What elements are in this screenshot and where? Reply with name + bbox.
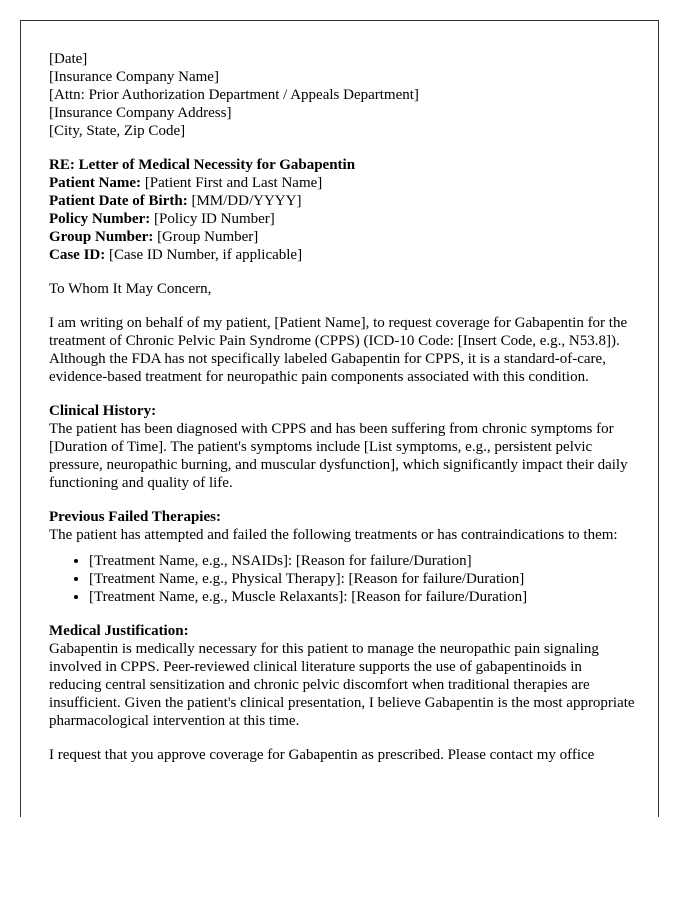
failed-therapies-heading: Previous Failed Therapies:	[49, 509, 221, 525]
field-value: [MM/DD/YYYY]	[187, 193, 302, 209]
insurer-address-line: [Insurance Company Address]	[49, 105, 232, 121]
field-label: Case ID:	[49, 247, 106, 263]
date-line: [Date]	[49, 51, 88, 67]
group-number-field	[49, 228, 637, 246]
list-item: • [Treatment Name, e.g., NSAIDs]: [Reason for failure/Duration]	[89, 552, 637, 570]
field-label: Patient Name:	[49, 175, 142, 191]
re-block	[49, 156, 637, 264]
insurer-name-line: [Insurance Company Name]	[49, 69, 219, 85]
attn-line: [Attn: Prior Authorization Department / Appeals Department]	[49, 87, 419, 103]
letter-page	[20, 20, 659, 817]
medical-justification-section	[49, 622, 637, 730]
city-state-zip-line: [City, State, Zip Code]	[49, 123, 186, 139]
field-label: Group Number:	[49, 229, 154, 245]
field-value: [Group Number]	[153, 229, 259, 245]
patient-dob-field	[49, 192, 637, 210]
clinical-history-heading: Clinical History:	[49, 403, 157, 419]
failed-therapies-list	[49, 552, 637, 606]
failed-therapies-section	[49, 508, 637, 544]
case-id-field	[49, 246, 637, 264]
list-item: • [Treatment Name, e.g., Muscle Relaxants]: [Reason for failure/Duration]	[89, 588, 637, 606]
field-label: Policy Number:	[49, 211, 151, 227]
clinical-history-section	[49, 402, 637, 492]
policy-number-field	[49, 210, 637, 228]
failed-therapies-text: The patient has attempted and failed the following treatments or has contraindications to them:	[49, 527, 618, 543]
intro-paragraph: I am writing on behalf of my patient, [Patient Name], to request coverage for Gabapentin for the treatment of Chronic Pelvic Pain Syndrome (CPPS) (ICD-10 Code: [Insert Code, e.g., N53.8]). Although the FDA has not specifically labeled Gabapentin for CPPS, it is a standard-of-care, evidence-based treatment for neuropathic pain components associated with this condition.	[49, 315, 628, 385]
clinical-history-text: The patient has been diagnosed with CPPS and has been suffering from chronic symptoms for [Duration of Time]. The patient's symptoms include [List symptoms, e.g., persistent pelvic pressure, neuropathic burning, and muscular dysfunction], which significantly impact their daily functioning and quality of life.	[49, 421, 628, 491]
medical-justification-text: Gabapentin is medically necessary for this patient to manage the neuropathic pain signaling involved in CPPS. Peer-reviewed clinical literature supports the use of gabapentinoids in reducing central sensitization and chronic pelvic discomfort when traditional therapies are insufficient. Given the patient's clinical presentation, I believe Gabapentin is the most appropriate pharmacological intervention at this time.	[49, 641, 635, 729]
letter-content	[49, 50, 637, 780]
field-value: [Patient First and Last Name]	[141, 175, 323, 191]
field-value: [Case ID Number, if applicable]	[105, 247, 303, 263]
salutation: To Whom It May Concern,	[49, 281, 212, 297]
subject-line: RE: Letter of Medical Necessity for Gabapentin	[49, 157, 356, 173]
medical-justification-heading: Medical Justification:	[49, 623, 189, 639]
list-item: • [Treatment Name, e.g., Physical Therapy]: [Reason for failure/Duration]	[89, 570, 637, 588]
field-label: Patient Date of Birth:	[49, 193, 188, 209]
field-value: [Policy ID Number]	[150, 211, 275, 227]
address-block	[49, 50, 637, 140]
patient-name-field	[49, 174, 637, 192]
closing-paragraph: I request that you approve coverage for Gabapentin as prescribed. Please contact my office	[49, 747, 595, 763]
